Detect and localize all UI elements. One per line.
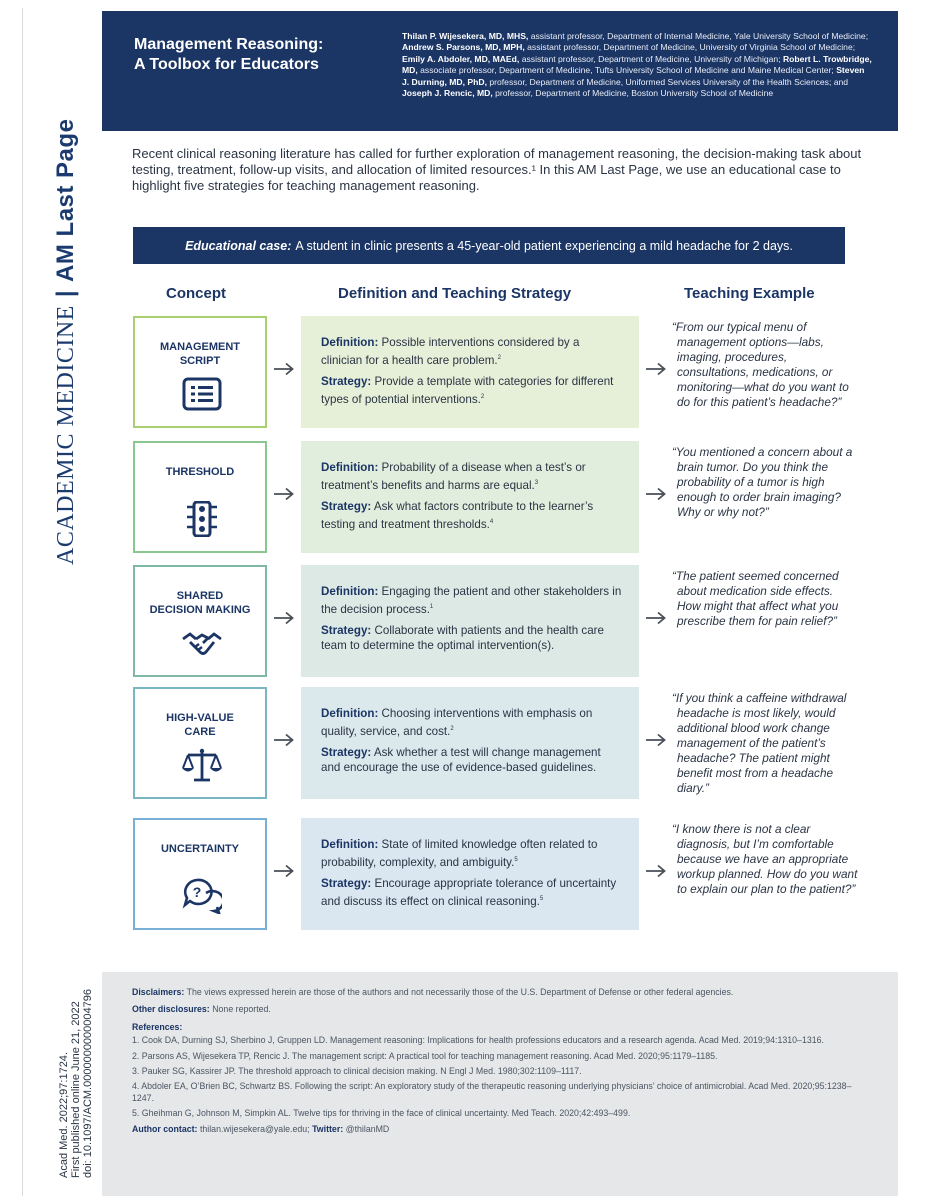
concept-name-line: HIGH-VALUE	[166, 712, 234, 724]
definition	[321, 336, 623, 368]
citation-ref: 5	[514, 856, 518, 863]
arrow-right-icon	[645, 487, 667, 501]
citation-ref: 3	[534, 479, 539, 486]
definition	[321, 461, 623, 493]
author-affiliation: professor, Department of Medicine, Uniformed Services University of the Health Sciences; and	[486, 76, 849, 87]
author-contact	[132, 1124, 898, 1135]
disclaimers-label: Disclaimers:	[132, 987, 185, 997]
concept-box	[133, 818, 267, 930]
author-affiliation: assistant professor, Department of Internal Medicine, Yale University School of Medicine;	[528, 31, 869, 41]
speech-bubbles-icon	[182, 878, 222, 914]
citation-ref: 2	[497, 354, 501, 361]
strategy	[321, 375, 623, 407]
concept-name	[135, 711, 265, 739]
author-name: Joseph J. Rencic, MD,	[402, 88, 493, 99]
concept-name-line: DECISION MAKING	[149, 604, 251, 616]
author-list	[402, 31, 872, 99]
definition-label: Definition:	[321, 461, 379, 474]
definition-box	[301, 565, 639, 677]
arrow-right-icon	[273, 611, 295, 625]
definition-text: Engaging the patient and other stakeholders in the decision process.	[321, 585, 622, 616]
definition-box	[301, 441, 639, 553]
strategy-label: Strategy:	[321, 624, 372, 638]
banner-separator: |	[52, 289, 79, 298]
author-name: Steven J. Durning, MD, PhD,	[402, 65, 865, 87]
author-name: Thilan P. Wijesekera, MD, MHS,	[402, 31, 529, 41]
author-name: Andrew S. Parsons, MD, MPH,	[402, 42, 525, 53]
citation-ref: 5	[539, 895, 544, 902]
arrow-right-icon	[645, 611, 667, 625]
definition-label: Definition:	[321, 707, 379, 720]
footer-notes	[102, 972, 898, 1196]
strategy-text: Provide a template with categories for different types of potential interventions.	[321, 375, 614, 406]
references-label: References:	[132, 1021, 183, 1032]
definition-label: Definition:	[321, 585, 379, 598]
definition-text: State of limited knowledge often related to probability, complexity, and ambiguity.	[321, 838, 598, 869]
traffic-light-icon	[182, 501, 222, 537]
list-icon	[182, 376, 222, 412]
concept-box	[133, 441, 267, 553]
concept-row	[133, 565, 853, 677]
citation-line: First published online June 21, 2022	[70, 1001, 82, 1178]
teaching-example: “You mentioned a concern about a brain tumor. Do you think the probability of a tumor is high enough to order brain imaging? Why or why not?”	[672, 445, 853, 519]
reference-item: 3. Pauker SG, Kassirer JP. The threshold approach to clinical decision making. N Engl J Med. 1980;302:1109–1117.	[132, 1066, 582, 1077]
page-title	[134, 35, 374, 75]
concept-name	[135, 589, 265, 617]
title-line: Management Reasoning:	[134, 36, 324, 53]
svg-text:?: ?	[192, 884, 202, 900]
strategy	[321, 746, 623, 775]
reference-item: 1. Cook DA, Durning SJ, Sherbino J, Gruppen LD. Management reasoning: Implications for health professions educators and a research agenda. Acad Med. 2019;94:1310–1316.	[132, 1035, 824, 1046]
page-edge	[11, 8, 23, 1196]
citation-block	[58, 918, 94, 1178]
scales-icon	[182, 747, 222, 783]
author-name: Emily A. Abdoler, MD, MAEd,	[402, 53, 520, 64]
citation-line: doi: 10.1097/ACM.0000000000004796	[82, 989, 94, 1178]
educational-case-banner	[133, 227, 845, 264]
concept-row	[133, 316, 853, 428]
citation-line: Acad Med. 2022;97:1724.	[58, 1052, 70, 1178]
definition-box	[301, 687, 639, 799]
other-disclosures-label: Other disclosures:	[132, 1004, 210, 1015]
concept-row	[133, 687, 853, 799]
teaching-example: “I know there is not a clear diagnosis, but I’m comfortable because we have an appropriate workup planned. How do you want to explain our plan to the patient?”	[672, 822, 858, 896]
arrow-right-icon	[645, 864, 667, 878]
concept-name-line: THRESHOLD	[165, 466, 235, 478]
other-disclosures-text: None reported.	[212, 1004, 271, 1015]
journal-banner	[52, 65, 92, 565]
strategy-label: Strategy:	[321, 375, 372, 389]
concept-box	[133, 565, 267, 677]
strategy	[321, 877, 623, 909]
strategy-label: Strategy:	[321, 746, 372, 760]
strategy-text: Encourage appropriate tolerance of uncertainty and discuss its effect on clinical reasoning.	[321, 877, 617, 908]
strategy-label: Strategy:	[321, 500, 372, 514]
concept-name-line: UNCERTAINTY	[160, 843, 239, 855]
concept-name-line: SCRIPT	[179, 355, 221, 367]
concept-name	[135, 842, 265, 856]
citation-ref: 4	[489, 518, 494, 525]
teaching-example: “The patient seemed concerned about medication side effects. How might that affect what you prescribe them for pain relief?”	[672, 569, 839, 628]
concept-name	[135, 465, 265, 479]
case-label: Educational case:	[185, 238, 292, 253]
concept-name-line: CARE	[184, 726, 216, 738]
strategy-label: Strategy:	[321, 877, 372, 891]
definition	[321, 838, 623, 870]
author-name: Robert L. Trowbridge, MD,	[402, 53, 872, 76]
strategy-text: Ask whether a test will change management and encourage the use of evidence-based guidelines.	[321, 746, 601, 774]
concept-name-line: MANAGEMENT	[159, 341, 241, 353]
definition	[321, 585, 623, 617]
journal-name: ACADEMIC MEDICINE	[53, 305, 79, 565]
case-text: A student in clinic presents a 45-year-old patient experiencing a mild headache for 2 days.	[295, 238, 793, 253]
section-name: AM Last Page	[52, 118, 79, 282]
definition-text: Probability of a disease when a test’s or treatment’s benefits and harms are equal.	[321, 461, 586, 492]
references-heading	[132, 1022, 898, 1033]
definition-text: Possible interventions considered by a clinician for a health care problem.	[321, 336, 580, 367]
strategy-text: Ask what factors contribute to the learner’s testing and treatment thresholds.	[321, 500, 594, 531]
column-header-concept: Concept	[166, 285, 226, 302]
concept-box	[133, 687, 267, 799]
reference-item: 2. Parsons AS, Wijesekera TP, Rencic J. The management script: A practical tool for teaching management reasoning. Acad Med. 2020;95:1179–1185.	[132, 1050, 718, 1061]
citation-ref: 2	[450, 725, 454, 732]
definition-text: Choosing interventions with emphasis on quality, service, and cost.	[321, 707, 593, 738]
contact-email[interactable]: thilan.wijesekera@yale.edu;	[199, 1123, 310, 1134]
disclaimers-text: The views expressed herein are those of the authors and not necessarily those of the U.S. Department of Defense or other federal agencies.	[186, 987, 734, 997]
citation-ref: 2	[480, 393, 485, 400]
strategy	[321, 624, 623, 653]
column-header-example: Teaching Example	[684, 285, 815, 302]
arrow-right-icon	[273, 733, 295, 747]
author-affiliation: assistant professor, Department of Medicine, University of Michigan;	[519, 53, 783, 64]
definition-box	[301, 818, 639, 930]
disclaimers	[132, 987, 898, 998]
author-affiliation: associate professor, Department of Medicine, Tufts University School of Medicine and Maine Medical Center;	[417, 65, 837, 76]
strategy	[321, 500, 623, 532]
definition-label: Definition:	[321, 838, 379, 851]
author-affiliation: professor, Department of Medicine, Boston University School of Medicine	[492, 88, 774, 99]
twitter-handle[interactable]: @thilanMD	[345, 1123, 390, 1134]
definition-box	[301, 316, 639, 428]
concept-row	[133, 818, 858, 930]
title-line: A Toolbox for Educators	[134, 56, 319, 73]
other-disclosures	[132, 1004, 898, 1015]
intro-paragraph: Recent clinical reasoning literature has called for further exploration of management reasoning, the decision-making task about testing, treatment, follow-up visits, and allocation of limited resources.¹ In this AM Last Page, we use an educational case to highlight five strategies for teaching management reasoning.	[132, 146, 862, 193]
arrow-right-icon	[273, 487, 295, 501]
reference-item: 4. Abdoler EA, O’Brien BC, Schwartz BS. Following the script: An exploratory study of the therapeutic reasoning underlying physicians’ choice of antimicrobial. Acad Med. 2020;95:1238–1247.	[132, 1081, 852, 1103]
twitter-label: Twitter:	[312, 1123, 344, 1134]
teaching-example: “If you think a caffeine withdrawal headache is most likely, would additional blood work change management of the patient’s headache? The patient might benefit most from a headache diary.”	[672, 691, 847, 795]
contact-label: Author contact:	[132, 1123, 198, 1134]
concept-row	[133, 441, 853, 553]
arrow-right-icon	[273, 864, 295, 878]
definition-label: Definition:	[321, 336, 379, 349]
header-banner	[102, 11, 898, 131]
concept-name	[135, 340, 265, 368]
reference-list	[132, 1035, 898, 1119]
reference-item: 5. Gheihman G, Johnson M, Simpkin AL. Twelve tips for thriving in the face of clinical uncertainty. Med Teach. 2020;42:493–499.	[132, 1108, 631, 1119]
concept-box	[133, 316, 267, 428]
strategy-text: Collaborate with patients and the health care team to determine the optimal intervention(s).	[321, 624, 604, 652]
author-affiliation: assistant professor, Department of Medicine, University of Virginia School of Medicine;	[524, 42, 856, 53]
column-header-definition: Definition and Teaching Strategy	[338, 285, 572, 302]
teaching-example: “From our typical menu of management options—labs, imaging, procedures, consultations, medications, or monitoring—what do you want to do for this patient’s headache?”	[672, 320, 849, 409]
arrow-right-icon	[645, 733, 667, 747]
definition	[321, 707, 623, 739]
arrow-right-icon	[645, 362, 667, 376]
concept-name-line: SHARED	[176, 590, 224, 602]
arrow-right-icon	[273, 362, 295, 376]
citation-ref: 1	[429, 603, 434, 610]
handshake-icon	[182, 625, 222, 661]
